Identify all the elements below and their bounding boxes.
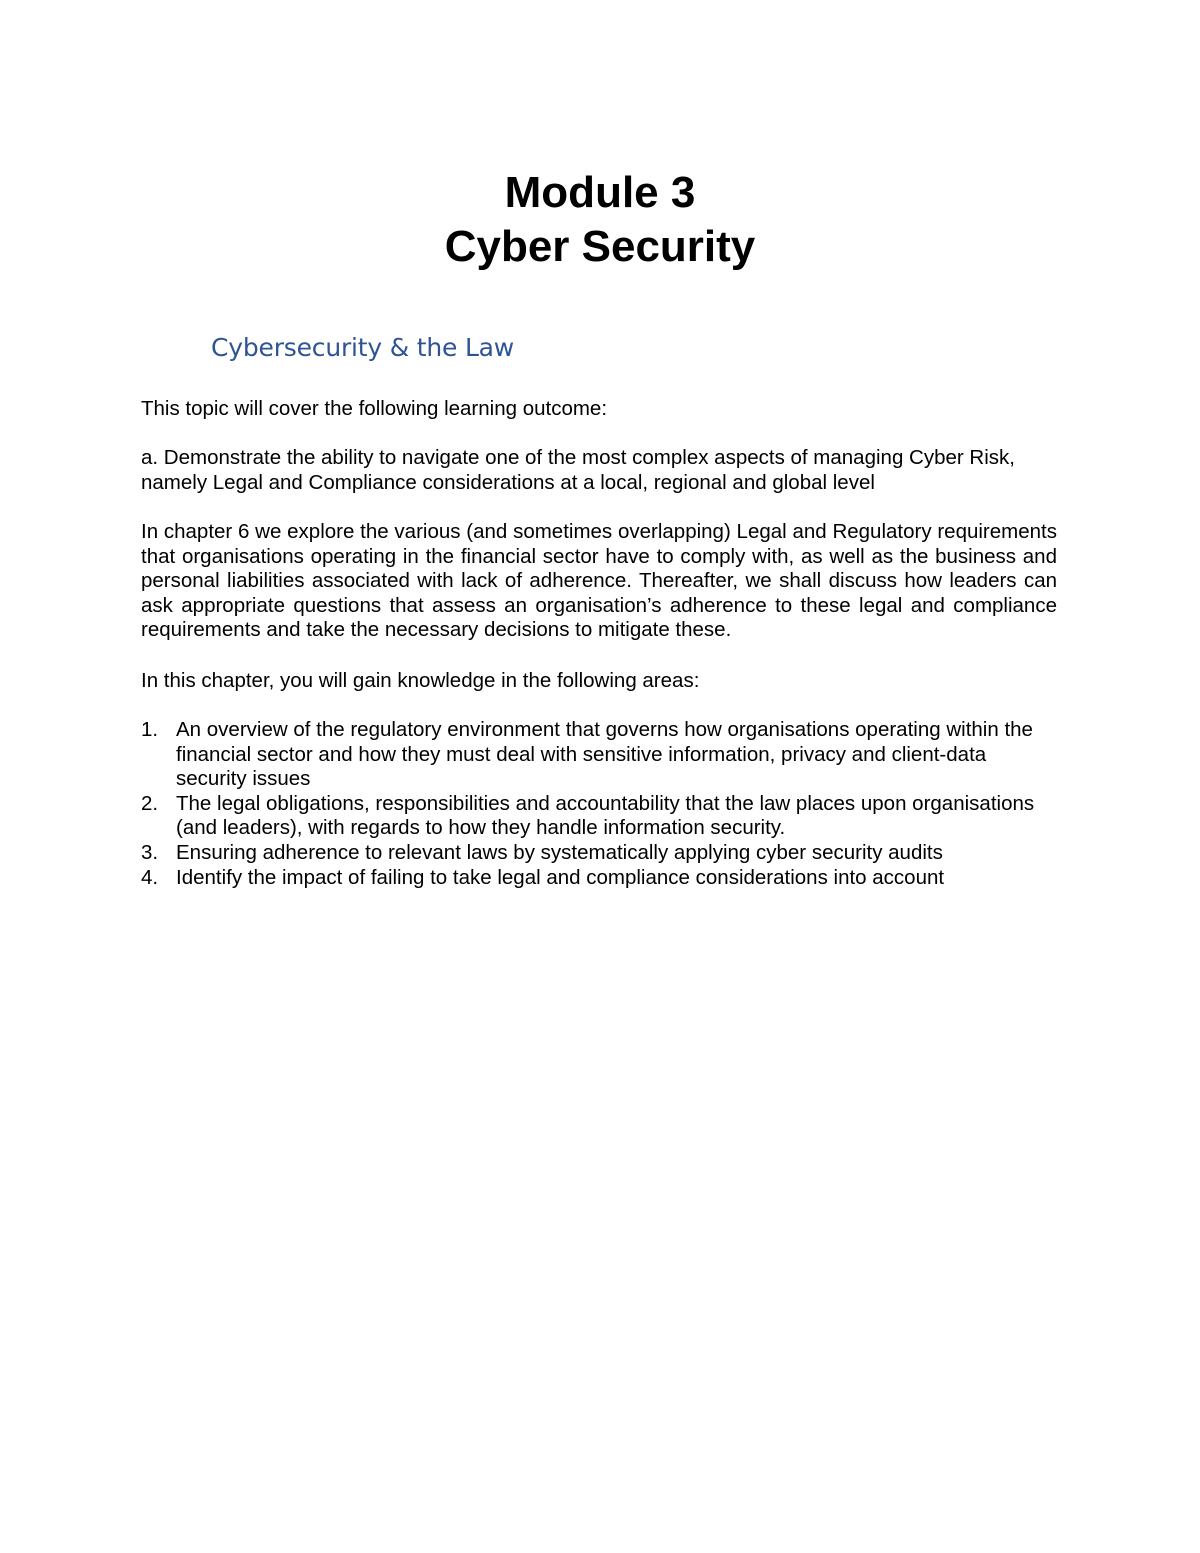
list-item-text: The legal obligations, responsibilities and accountability that the law places upon organisations (and leaders), with regards to how they handle information security. [176, 791, 1035, 840]
list-item-number: 4. [141, 865, 159, 889]
list-item [141, 718, 1057, 792]
title-line-module: Module 3 [504, 168, 696, 217]
list-item-text: Identify the impact of failing to take legal and compliance considerations into account [176, 865, 945, 889]
list-item [141, 792, 1057, 841]
list-item-number: 3. [141, 840, 159, 864]
list-item-number: 1. [141, 718, 159, 741]
knowledge-areas-list [141, 718, 1057, 890]
list-item-text: An overview of the regulatory environment that governs how organisations operating within the financial sector and how they must deal with sensitive information, privacy and client-data security issues [176, 718, 1033, 791]
title-line-subject: Cyber Security [444, 222, 756, 271]
document-title [0, 166, 1200, 274]
list-item-text: Ensuring adherence to relevant laws by systematically applying cyber security audits [176, 840, 943, 864]
section-heading: Cybersecurity & the Law [211, 333, 515, 362]
learning-outcome-paragraph: a. Demonstrate the ability to navigate one of the most complex aspects of managing Cyber Risk, namely Legal and Compliance considerations at a local, regional and global level [141, 446, 1015, 494]
list-item [141, 866, 1057, 891]
chapter-paragraph: In chapter 6 we explore the various (and sometimes overlapping) Legal and Regulatory requirements that organisations operating in the financial sector have to comply with, as well as the business and personal liabilities associated with lack of adherence. Thereafter, we shall discuss how leaders can ask appropriate questions that assess an organisation’s adherence to these legal and compliance requirements and take the necessary decisions to mitigate these. [141, 520, 1057, 642]
list-item-number: 2. [141, 791, 159, 815]
list-item [141, 841, 1057, 866]
areas-intro-paragraph: In this chapter, you will gain knowledge in the following areas: [141, 669, 700, 692]
intro-paragraph: This topic will cover the following learning outcome: [141, 397, 608, 420]
